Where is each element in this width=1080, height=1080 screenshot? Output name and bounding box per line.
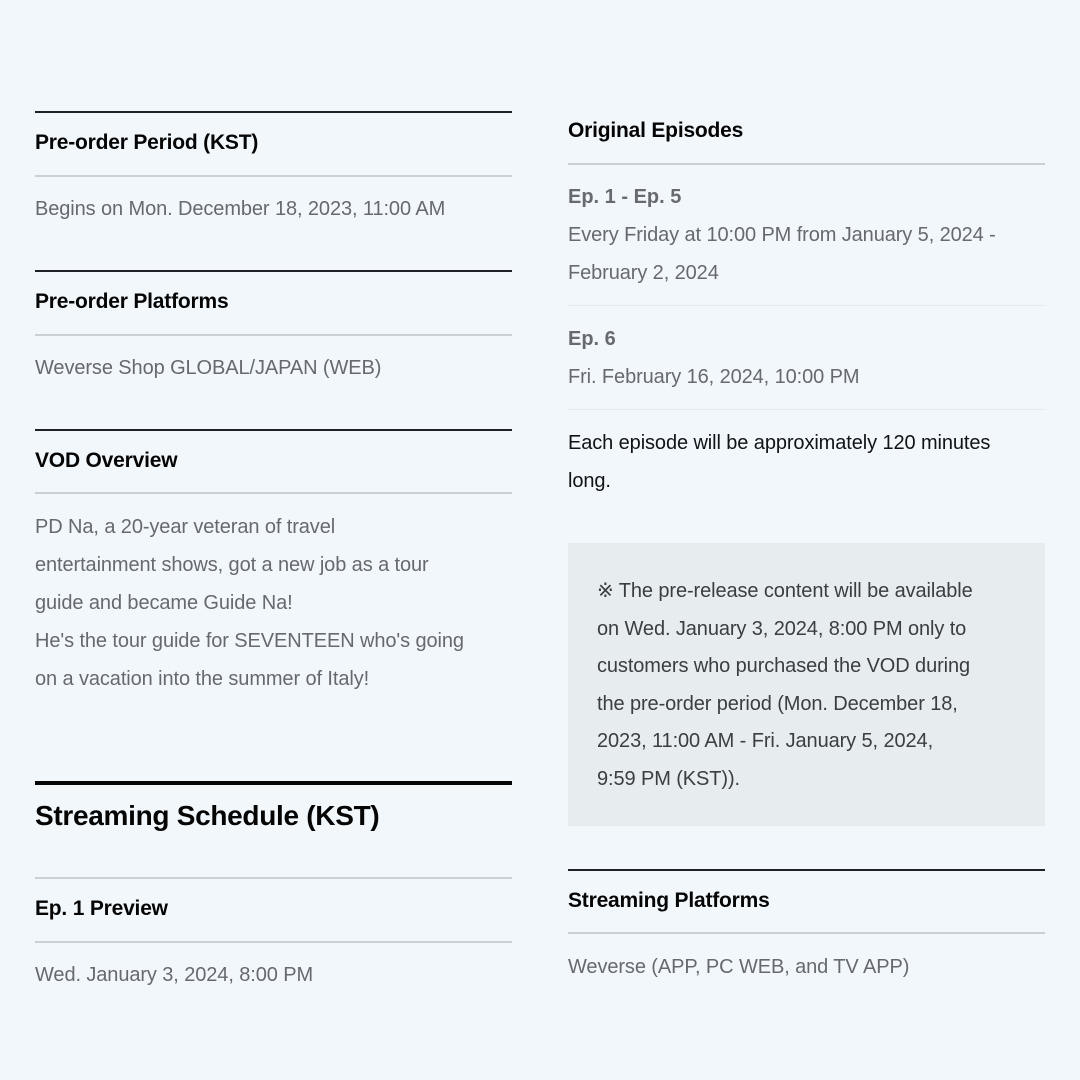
section-divider	[35, 429, 512, 431]
text-line: on Wed. January 3, 2024, 8:00 PM only to	[597, 617, 967, 640]
ep1-preview-title: Ep. 1 Preview	[35, 897, 168, 920]
preorder-platforms-value: Weverse Shop GLOBAL/JAPAN (WEB)	[35, 357, 382, 379]
pre-release-notice	[568, 543, 1045, 826]
divider	[35, 334, 512, 336]
text-line: Fri. February 16, 2024, 10:00 PM	[568, 366, 860, 388]
section-divider-thick	[35, 781, 512, 785]
streaming-platforms-value: Weverse (APP, PC WEB, and TV APP)	[568, 956, 910, 978]
preorder-period-title: Pre-order Period (KST)	[35, 131, 259, 154]
notice-text	[597, 573, 1027, 798]
episode-schedule	[568, 358, 1045, 396]
preorder-period-value: Begins on Mon. December 18, 2023, 11:00 AM	[35, 198, 446, 220]
vod-overview-text	[35, 508, 512, 698]
divider	[35, 175, 512, 177]
text-line: PD Na, a 20-year veteran of travel	[35, 516, 336, 538]
text-line: He's the tour guide for SEVENTEEN who's going	[35, 630, 464, 652]
section-divider	[35, 270, 512, 272]
divider	[35, 492, 512, 494]
divider	[35, 877, 512, 879]
divider	[568, 932, 1045, 934]
text-line: Every Friday at 10:00 PM from January 5, 2024 -	[568, 224, 996, 246]
text-line: on a vacation into the summer of Italy!	[35, 668, 370, 690]
episode-schedule	[568, 216, 1045, 292]
episode-title: Ep. 6	[568, 328, 616, 350]
text-line: 2023, 11:00 AM - Fri. January 5, 2024,	[597, 730, 934, 752]
divider	[568, 305, 1045, 306]
text-line: guide and became Guide Na!	[35, 592, 293, 614]
original-episodes-title: Original Episodes	[568, 119, 744, 142]
text-line: the pre-order period (Mon. December 18,	[597, 692, 958, 715]
text-line: Each episode will be approximately 120 minutes	[568, 432, 991, 454]
divider	[568, 163, 1045, 165]
vod-overview-title: VOD Overview	[35, 449, 178, 472]
section-divider	[568, 869, 1045, 871]
streaming-schedule-title: Streaming Schedule (KST)	[35, 800, 380, 831]
text-line: entertainment shows, got a new job as a tour	[35, 554, 429, 576]
episode-title: Ep. 1 - Ep. 5	[568, 186, 682, 208]
episode-duration-note	[568, 424, 1045, 500]
text-line: ※ The pre-release content will be available	[597, 580, 973, 602]
preorder-platforms-title: Pre-order Platforms	[35, 290, 229, 313]
ep1-preview-value: Wed. January 3, 2024, 8:00 PM	[35, 964, 314, 986]
text-line: long.	[568, 470, 611, 492]
text-line: 9:59 PM (KST)).	[597, 767, 740, 790]
section-divider	[35, 111, 512, 113]
divider	[35, 941, 512, 943]
text-line: customers who purchased the VOD during	[597, 655, 971, 677]
divider	[568, 409, 1045, 410]
streaming-platforms-title: Streaming Platforms	[568, 889, 770, 912]
text-line: February 2, 2024	[568, 262, 719, 284]
